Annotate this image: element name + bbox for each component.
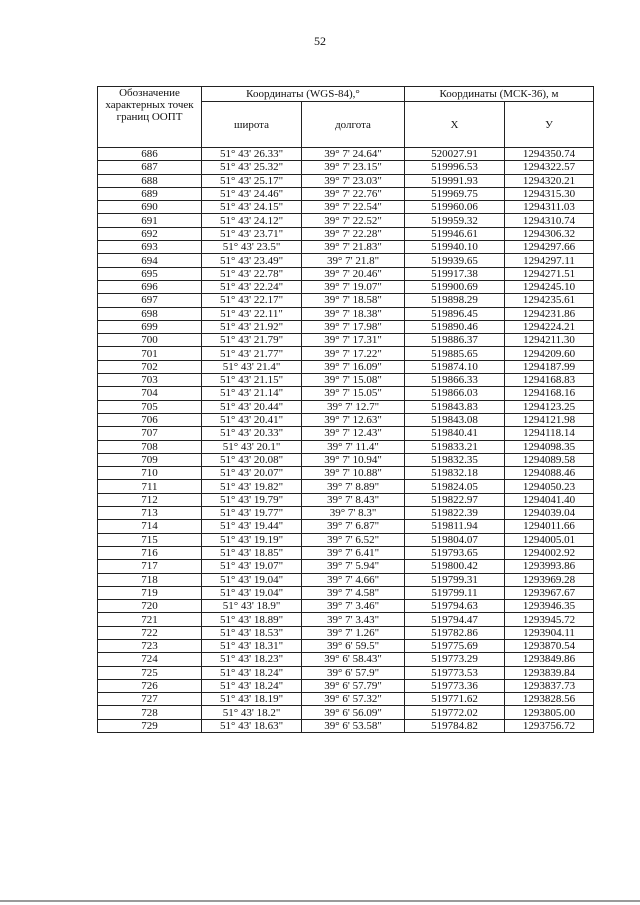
latitude-cell: 51° 43' 22.11": [202, 307, 302, 320]
y-cell: 1294235.61: [505, 294, 594, 307]
header-y: У: [505, 102, 594, 148]
longitude-cell: 39° 7' 6.41": [302, 546, 405, 559]
latitude-cell: 51° 43' 19.79": [202, 493, 302, 506]
x-cell: 519959.32: [405, 214, 505, 227]
x-cell: 519960.06: [405, 201, 505, 214]
x-cell: 519773.53: [405, 666, 505, 679]
y-cell: 1294320.21: [505, 174, 594, 187]
table-row: [98, 280, 594, 293]
table-row: [98, 626, 594, 639]
longitude-cell: 39° 7' 17.31": [302, 334, 405, 347]
point-number-cell: 715: [98, 533, 202, 546]
point-number-cell: 708: [98, 440, 202, 453]
x-cell: 519885.65: [405, 347, 505, 360]
x-cell: 519799.31: [405, 573, 505, 586]
y-cell: 1294245.10: [505, 280, 594, 293]
longitude-cell: 39° 7' 21.83": [302, 241, 405, 254]
table-row: [98, 374, 594, 387]
latitude-cell: 51° 43' 18.63": [202, 719, 302, 732]
table-row: [98, 161, 594, 174]
table-row: [98, 187, 594, 200]
longitude-cell: 39° 6' 57.79": [302, 679, 405, 692]
x-cell: 519866.33: [405, 374, 505, 387]
latitude-cell: 51° 43' 19.19": [202, 533, 302, 546]
point-number-cell: 703: [98, 374, 202, 387]
longitude-cell: 39° 7' 12.63": [302, 413, 405, 426]
point-number-cell: 713: [98, 507, 202, 520]
x-cell: 519969.75: [405, 187, 505, 200]
point-number-cell: 686: [98, 148, 202, 161]
table-row: [98, 214, 594, 227]
x-cell: 519874.10: [405, 360, 505, 373]
latitude-cell: 51° 43' 20.08": [202, 453, 302, 466]
y-cell: 1294118.14: [505, 427, 594, 440]
latitude-cell: 51° 43' 22.78": [202, 267, 302, 280]
latitude-cell: 51° 43' 19.07": [202, 560, 302, 573]
table-row: [98, 546, 594, 559]
table-row: [98, 413, 594, 426]
longitude-cell: 39° 7' 15.08": [302, 374, 405, 387]
latitude-cell: 51° 43' 21.77": [202, 347, 302, 360]
point-number-cell: 690: [98, 201, 202, 214]
x-cell: 520027.91: [405, 148, 505, 161]
table-row: [98, 520, 594, 533]
table-row: [98, 400, 594, 413]
longitude-cell: 39° 7' 16.09": [302, 360, 405, 373]
latitude-cell: 51° 43' 18.89": [202, 613, 302, 626]
latitude-cell: 51° 43' 19.77": [202, 507, 302, 520]
point-number-cell: 718: [98, 573, 202, 586]
y-cell: 1294310.74: [505, 214, 594, 227]
point-number-cell: 712: [98, 493, 202, 506]
latitude-cell: 51° 43' 18.24": [202, 679, 302, 692]
longitude-cell: 39° 7' 22.76": [302, 187, 405, 200]
longitude-cell: 39° 7' 5.94": [302, 560, 405, 573]
table-row: [98, 267, 594, 280]
y-cell: 1294297.11: [505, 254, 594, 267]
y-cell: 1294187.99: [505, 360, 594, 373]
point-number-cell: 723: [98, 639, 202, 652]
y-cell: 1294088.46: [505, 467, 594, 480]
point-number-cell: 726: [98, 679, 202, 692]
longitude-cell: 39° 7' 10.94": [302, 453, 405, 466]
table-row: [98, 241, 594, 254]
longitude-cell: 39° 7' 24.64": [302, 148, 405, 161]
table-row: [98, 653, 594, 666]
point-number-cell: 702: [98, 360, 202, 373]
point-number-cell: 717: [98, 560, 202, 573]
x-cell: 519940.10: [405, 241, 505, 254]
table-row: [98, 334, 594, 347]
table-row: [98, 360, 594, 373]
x-cell: 519890.46: [405, 320, 505, 333]
x-cell: 519900.69: [405, 280, 505, 293]
y-cell: 1294322.57: [505, 161, 594, 174]
point-number-cell: 694: [98, 254, 202, 267]
table-row: [98, 307, 594, 320]
point-number-cell: 687: [98, 161, 202, 174]
table-row: [98, 320, 594, 333]
point-number-cell: 704: [98, 387, 202, 400]
latitude-cell: 51° 43' 25.17": [202, 174, 302, 187]
x-cell: 519939.65: [405, 254, 505, 267]
point-number-cell: 691: [98, 214, 202, 227]
y-cell: 1294297.66: [505, 241, 594, 254]
longitude-cell: 39° 7' 3.43": [302, 613, 405, 626]
latitude-cell: 51° 43' 20.44": [202, 400, 302, 413]
bottom-divider: [0, 900, 640, 902]
point-number-cell: 725: [98, 666, 202, 679]
table-row: [98, 573, 594, 586]
table-row: [98, 453, 594, 466]
longitude-cell: 39° 7' 23.03": [302, 174, 405, 187]
point-number-cell: 696: [98, 280, 202, 293]
table-row: [98, 227, 594, 240]
x-cell: 519886.37: [405, 334, 505, 347]
x-cell: 519772.02: [405, 706, 505, 719]
table-row: [98, 427, 594, 440]
header-point-designation: Обозначение характерных точек границ ООПТ: [98, 87, 202, 148]
longitude-cell: 39° 7' 11.4": [302, 440, 405, 453]
table-row: [98, 600, 594, 613]
point-number-cell: 700: [98, 334, 202, 347]
y-cell: 1293849.86: [505, 653, 594, 666]
longitude-cell: 39° 7' 3.46": [302, 600, 405, 613]
x-cell: 519946.61: [405, 227, 505, 240]
longitude-cell: 39° 7' 20.46": [302, 267, 405, 280]
longitude-cell: 39° 7' 1.26": [302, 626, 405, 639]
latitude-cell: 51° 43' 18.23": [202, 653, 302, 666]
table-body: [98, 148, 594, 733]
longitude-cell: 39° 7' 22.52": [302, 214, 405, 227]
longitude-cell: 39° 7' 18.58": [302, 294, 405, 307]
point-number-cell: 728: [98, 706, 202, 719]
y-cell: 1294168.16: [505, 387, 594, 400]
x-cell: 519843.83: [405, 400, 505, 413]
y-cell: 1294211.30: [505, 334, 594, 347]
x-cell: 519775.69: [405, 639, 505, 652]
longitude-cell: 39° 7' 19.07": [302, 280, 405, 293]
y-cell: 1294039.04: [505, 507, 594, 520]
point-number-cell: 724: [98, 653, 202, 666]
table-row: [98, 480, 594, 493]
longitude-cell: 39° 7' 10.88": [302, 467, 405, 480]
latitude-cell: 51° 43' 22.17": [202, 294, 302, 307]
latitude-cell: 51° 43' 22.24": [202, 280, 302, 293]
y-cell: 1293945.72: [505, 613, 594, 626]
longitude-cell: 39° 7' 8.3": [302, 507, 405, 520]
table-row: [98, 507, 594, 520]
y-cell: 1293946.35: [505, 600, 594, 613]
table-row: [98, 560, 594, 573]
longitude-cell: 39° 7' 21.8": [302, 254, 405, 267]
point-number-cell: 688: [98, 174, 202, 187]
point-number-cell: 714: [98, 520, 202, 533]
longitude-cell: 39° 7' 6.52": [302, 533, 405, 546]
point-number-cell: 721: [98, 613, 202, 626]
table-row: [98, 679, 594, 692]
y-cell: 1293969.28: [505, 573, 594, 586]
point-number-cell: 699: [98, 320, 202, 333]
latitude-cell: 51° 43' 26.33": [202, 148, 302, 161]
longitude-cell: 39° 6' 53.58": [302, 719, 405, 732]
latitude-cell: 51° 43' 21.92": [202, 320, 302, 333]
y-cell: 1293837.73: [505, 679, 594, 692]
x-cell: 519822.97: [405, 493, 505, 506]
table-row: [98, 639, 594, 652]
latitude-cell: 51° 43' 23.49": [202, 254, 302, 267]
latitude-cell: 51° 43' 18.53": [202, 626, 302, 639]
x-cell: 519898.29: [405, 294, 505, 307]
longitude-cell: 39° 7' 8.89": [302, 480, 405, 493]
y-cell: 1293904.11: [505, 626, 594, 639]
latitude-cell: 51° 43' 18.2": [202, 706, 302, 719]
x-cell: 519794.47: [405, 613, 505, 626]
longitude-cell: 39° 6' 57.32": [302, 693, 405, 706]
table-row: [98, 586, 594, 599]
y-cell: 1294011.66: [505, 520, 594, 533]
point-number-cell: 698: [98, 307, 202, 320]
table-row: [98, 254, 594, 267]
x-cell: 519773.29: [405, 653, 505, 666]
point-number-cell: 697: [98, 294, 202, 307]
latitude-cell: 51° 43' 18.19": [202, 693, 302, 706]
y-cell: 1294002.92: [505, 546, 594, 559]
longitude-cell: 39° 7' 22.28": [302, 227, 405, 240]
y-cell: 1293756.72: [505, 719, 594, 732]
latitude-cell: 51° 43' 18.85": [202, 546, 302, 559]
longitude-cell: 39° 7' 17.98": [302, 320, 405, 333]
x-cell: 519991.93: [405, 174, 505, 187]
x-cell: 519833.21: [405, 440, 505, 453]
point-number-cell: 689: [98, 187, 202, 200]
longitude-cell: 39° 7' 23.15": [302, 161, 405, 174]
y-cell: 1294089.58: [505, 453, 594, 466]
x-cell: 519822.39: [405, 507, 505, 520]
longitude-cell: 39° 7' 12.43": [302, 427, 405, 440]
y-cell: 1293967.67: [505, 586, 594, 599]
longitude-cell: 39° 7' 15.05": [302, 387, 405, 400]
y-cell: 1294168.83: [505, 374, 594, 387]
latitude-cell: 51° 43' 21.79": [202, 334, 302, 347]
latitude-cell: 51° 43' 18.31": [202, 639, 302, 652]
x-cell: 519917.38: [405, 267, 505, 280]
table-row: [98, 387, 594, 400]
point-number-cell: 701: [98, 347, 202, 360]
x-cell: 519800.42: [405, 560, 505, 573]
longitude-cell: 39° 6' 57.9": [302, 666, 405, 679]
y-cell: 1293828.56: [505, 693, 594, 706]
y-cell: 1294098.35: [505, 440, 594, 453]
table-row: [98, 706, 594, 719]
x-cell: 519784.82: [405, 719, 505, 732]
y-cell: 1294209.60: [505, 347, 594, 360]
point-number-cell: 719: [98, 586, 202, 599]
table-row: [98, 347, 594, 360]
y-cell: 1293870.54: [505, 639, 594, 652]
y-cell: 1294224.21: [505, 320, 594, 333]
y-cell: 1294306.32: [505, 227, 594, 240]
x-cell: 519793.65: [405, 546, 505, 559]
latitude-cell: 51° 43' 21.14": [202, 387, 302, 400]
point-number-cell: 709: [98, 453, 202, 466]
y-cell: 1294315.30: [505, 187, 594, 200]
table-row: [98, 666, 594, 679]
x-cell: 519794.63: [405, 600, 505, 613]
table-row: [98, 440, 594, 453]
point-number-cell: 722: [98, 626, 202, 639]
y-cell: 1293993.86: [505, 560, 594, 573]
longitude-cell: 39° 7' 12.7": [302, 400, 405, 413]
page-number: 52: [314, 34, 326, 48]
point-number-cell: 706: [98, 413, 202, 426]
point-number-cell: 705: [98, 400, 202, 413]
table-row: [98, 693, 594, 706]
x-cell: 519824.05: [405, 480, 505, 493]
header-msk36-coordinates: Координаты (МСК-36), м: [405, 87, 594, 102]
point-number-cell: 720: [98, 600, 202, 613]
longitude-cell: 39° 7' 8.43": [302, 493, 405, 506]
x-cell: 519799.11: [405, 586, 505, 599]
x-cell: 519843.08: [405, 413, 505, 426]
x-cell: 519811.94: [405, 520, 505, 533]
table-row: [98, 148, 594, 161]
x-cell: 519773.36: [405, 679, 505, 692]
coordinates-table: [97, 86, 594, 733]
table-row: [98, 174, 594, 187]
point-number-cell: 711: [98, 480, 202, 493]
latitude-cell: 51° 43' 18.24": [202, 666, 302, 679]
longitude-cell: 39° 6' 58.43": [302, 653, 405, 666]
latitude-cell: 51° 43' 21.15": [202, 374, 302, 387]
longitude-cell: 39° 6' 56.09": [302, 706, 405, 719]
latitude-cell: 51° 43' 20.07": [202, 467, 302, 480]
latitude-cell: 51° 43' 19.44": [202, 520, 302, 533]
latitude-cell: 51° 43' 24.12": [202, 214, 302, 227]
point-number-cell: 710: [98, 467, 202, 480]
header-wgs84-coordinates: Координаты (WGS-84),°: [202, 87, 405, 102]
x-cell: 519832.35: [405, 453, 505, 466]
point-number-cell: 716: [98, 546, 202, 559]
longitude-cell: 39° 7' 4.66": [302, 573, 405, 586]
x-cell: 519866.03: [405, 387, 505, 400]
latitude-cell: 51° 43' 20.1": [202, 440, 302, 453]
y-cell: 1294121.98: [505, 413, 594, 426]
x-cell: 519896.45: [405, 307, 505, 320]
header-x: X: [405, 102, 505, 148]
y-cell: 1293839.84: [505, 666, 594, 679]
table-row: [98, 493, 594, 506]
table-row: [98, 533, 594, 546]
point-number-cell: 727: [98, 693, 202, 706]
point-number-cell: 692: [98, 227, 202, 240]
latitude-cell: 51° 43' 18.9": [202, 600, 302, 613]
latitude-cell: 51° 43' 19.82": [202, 480, 302, 493]
header-latitude: широта: [202, 102, 302, 148]
point-number-cell: 729: [98, 719, 202, 732]
longitude-cell: 39° 7' 18.38": [302, 307, 405, 320]
latitude-cell: 51° 43' 24.46": [202, 187, 302, 200]
latitude-cell: 51° 43' 20.33": [202, 427, 302, 440]
table-row: [98, 613, 594, 626]
longitude-cell: 39° 6' 59.5": [302, 639, 405, 652]
y-cell: 1294041.40: [505, 493, 594, 506]
longitude-cell: 39° 7' 4.58": [302, 586, 405, 599]
latitude-cell: 51° 43' 21.4": [202, 360, 302, 373]
point-number-cell: 695: [98, 267, 202, 280]
latitude-cell: 51° 43' 23.5": [202, 241, 302, 254]
latitude-cell: 51° 43' 25.32": [202, 161, 302, 174]
point-number-cell: 707: [98, 427, 202, 440]
point-number-cell: 693: [98, 241, 202, 254]
table-row: [98, 201, 594, 214]
header-longitude: долгота: [302, 102, 405, 148]
y-cell: 1293805.00: [505, 706, 594, 719]
table-row: [98, 467, 594, 480]
y-cell: 1294050.23: [505, 480, 594, 493]
latitude-cell: 51° 43' 19.04": [202, 586, 302, 599]
latitude-cell: 51° 43' 24.15": [202, 201, 302, 214]
y-cell: 1294350.74: [505, 148, 594, 161]
table-row: [98, 719, 594, 732]
longitude-cell: 39° 7' 6.87": [302, 520, 405, 533]
longitude-cell: 39° 7' 17.22": [302, 347, 405, 360]
latitude-cell: 51° 43' 20.41": [202, 413, 302, 426]
y-cell: 1294123.25: [505, 400, 594, 413]
x-cell: 519782.86: [405, 626, 505, 639]
y-cell: 1294311.03: [505, 201, 594, 214]
x-cell: 519804.07: [405, 533, 505, 546]
x-cell: 519771.62: [405, 693, 505, 706]
table-row: [98, 294, 594, 307]
y-cell: 1294271.51: [505, 267, 594, 280]
y-cell: 1294231.86: [505, 307, 594, 320]
latitude-cell: 51° 43' 19.04": [202, 573, 302, 586]
latitude-cell: 51° 43' 23.71": [202, 227, 302, 240]
longitude-cell: 39° 7' 22.54": [302, 201, 405, 214]
x-cell: 519840.41: [405, 427, 505, 440]
y-cell: 1294005.01: [505, 533, 594, 546]
x-cell: 519996.53: [405, 161, 505, 174]
x-cell: 519832.18: [405, 467, 505, 480]
